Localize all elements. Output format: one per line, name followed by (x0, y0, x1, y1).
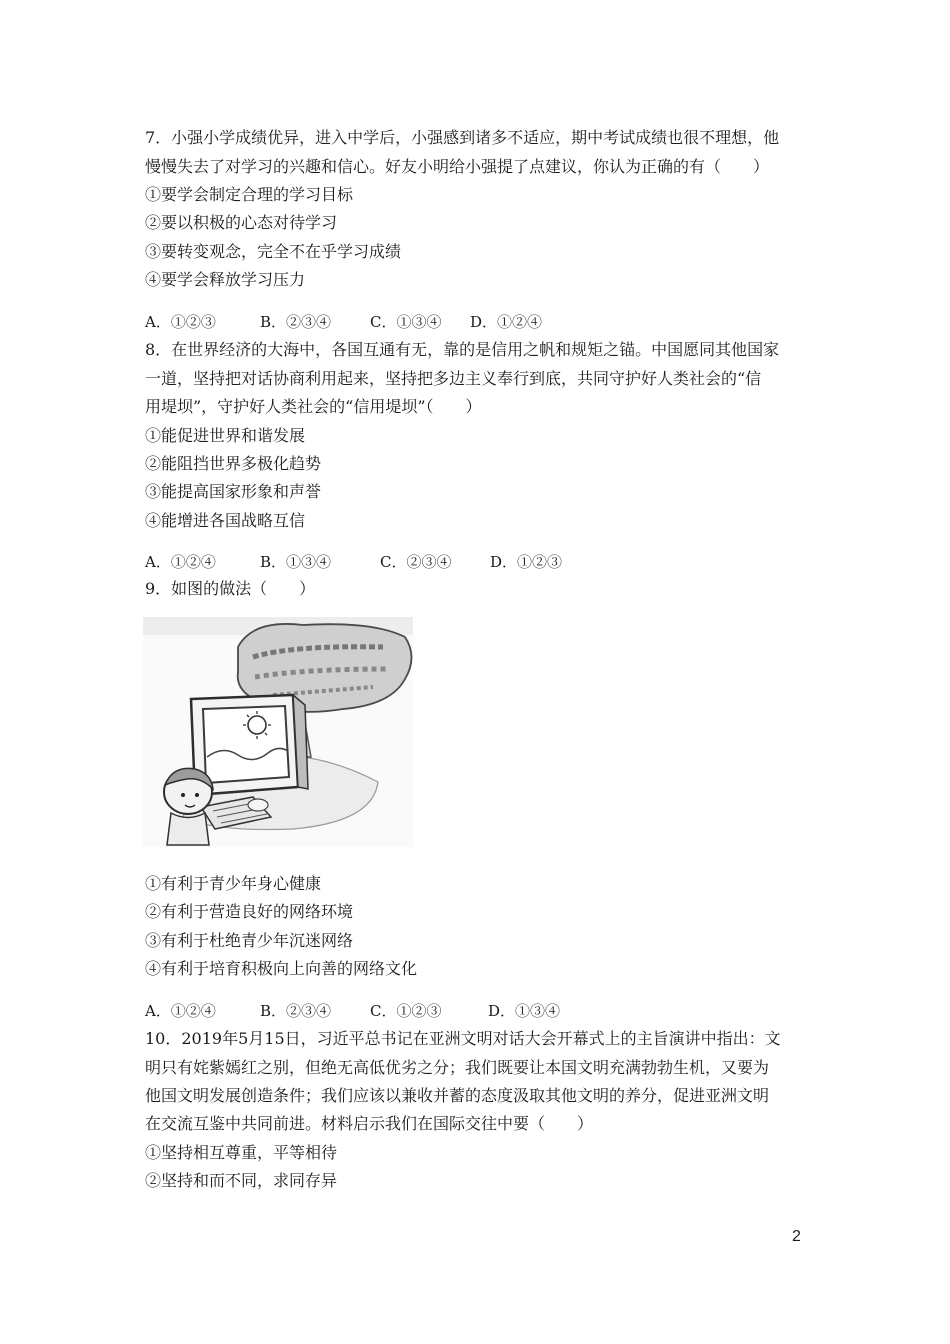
q9-answer-a[interactable]: A．①②④ (145, 1002, 216, 1020)
page-number: 2 (792, 1228, 801, 1245)
q8-stem-line-2: 一道，坚持把对话协商利用起来，坚持把多边主义奉行到底，共同守护好人类社会的“信 (145, 369, 762, 388)
q9-answer-c[interactable]: C．①②③ (370, 1002, 442, 1020)
q7-stem-line-2: 慢慢失去了对学习的兴趣和信心。好友小明给小强提了点建议，你认为正确的有（ ） (145, 157, 770, 176)
q8-option-2: ②能阻挡世界多极化趋势 (145, 454, 322, 473)
q9-answer-b[interactable]: B．②③④ (260, 1002, 332, 1020)
q8-answer-c[interactable]: C．②③④ (380, 553, 452, 571)
q9-option-2: ②有利于营造良好的网络环境 (145, 902, 354, 921)
q7-option-4: ④要学会释放学习压力 (145, 270, 306, 289)
q8-answer-a[interactable]: A．①②④ (145, 553, 216, 571)
q8-option-3: ③能提高国家形象和声誉 (145, 482, 322, 501)
q8-answer-choices (145, 551, 562, 573)
q10-option-1: ①坚持相互尊重，平等相待 (145, 1143, 338, 1162)
q9-option-3: ③有利于杜绝青少年沉迷网络 (145, 931, 354, 950)
q10-stem-line-3: 他国文明发展创造条件；我们应该以兼收并蓄的态度汲取其他文明的养分，促进亚洲文明 (145, 1086, 770, 1105)
q8-option-1: ①能促进世界和谐发展 (145, 426, 306, 445)
q9-option-4: ④有利于培育积极向上向善的网络文化 (145, 959, 418, 978)
q9-answer-d[interactable]: D．①③④ (488, 1002, 561, 1020)
q7-answer-b[interactable]: B．②③④ (260, 313, 332, 331)
q7-option-3: ③要转变观念，完全不在乎学习成绩 (145, 242, 402, 261)
q8-option-4: ④能增进各国战略互信 (145, 511, 306, 530)
q9-illustration (143, 617, 413, 847)
q8-stem-line-3: 用堤坝”，守护好人类社会的“信用堤坝”（ ） (145, 397, 482, 416)
q9-stem: 9．如图的做法（ ） (145, 579, 316, 598)
q10-stem-line-4: 在交流互鉴中共同前进。材料启示我们在国际交往中要（ ） (145, 1114, 594, 1133)
q7-option-2: ②要以积极的心态对待学习 (145, 213, 338, 232)
q10-stem-line-1: 10．2019年5月15日，习近平总书记在亚洲文明对话大会开幕式上的主旨演讲中指出：文 (145, 1029, 781, 1048)
q7-stem-line-1: 7．小强小学成绩优异，进入中学后，小强感到诸多不适应，期中考试成绩也很不理想，他 (145, 128, 780, 147)
q8-answer-d[interactable]: D．①②③ (490, 553, 563, 571)
q9-answer-choices (145, 1000, 560, 1022)
q7-answer-a[interactable]: A．①②③ (145, 313, 216, 331)
q9-option-1: ①有利于青少年身心健康 (145, 874, 322, 893)
q7-option-1: ①要学会制定合理的学习目标 (145, 185, 354, 204)
q7-answer-c[interactable]: C．①③④ (370, 313, 442, 331)
child-at-computer-illustration (143, 617, 413, 847)
q7-answer-d[interactable]: D．①②④ (470, 313, 543, 331)
q10-option-2: ②坚持和而不同，求同存异 (145, 1171, 338, 1190)
q8-answer-b[interactable]: B．①③④ (260, 553, 332, 571)
q7-answer-choices (145, 311, 542, 333)
q10-stem-line-2: 明只有姹紫嫣红之别，但绝无高低优劣之分；我们既要让本国文明充满勃勃生机，又要为 (145, 1058, 770, 1077)
q8-stem-line-1: 8．在世界经济的大海中，各国互通有无，靠的是信用之帆和规矩之锚。中国愿同其他国家 (145, 340, 780, 359)
